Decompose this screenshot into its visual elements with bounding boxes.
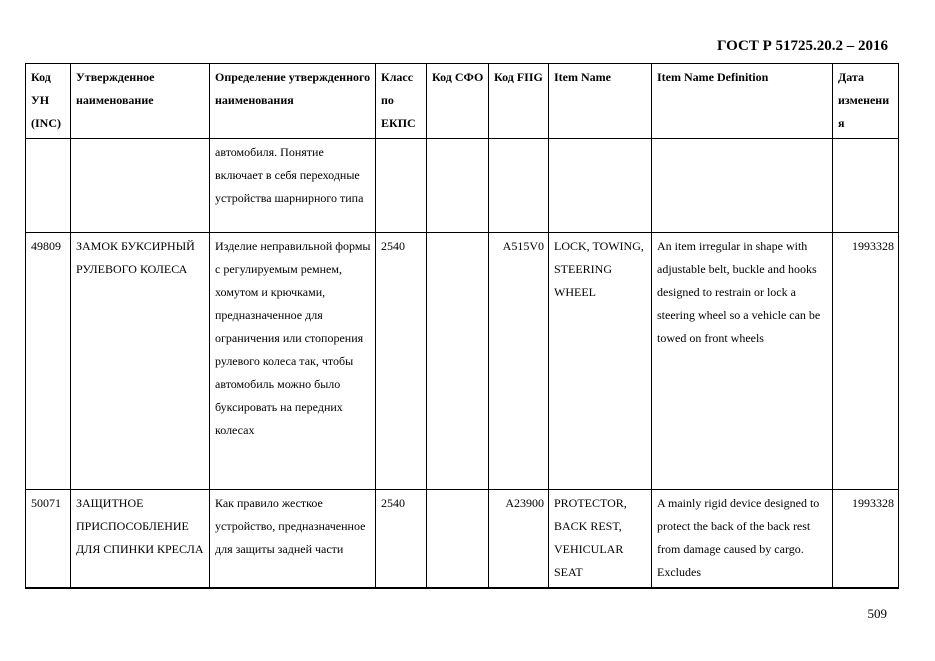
cell-definition: Как правило жесткое устройство, предназначенное для защиты задней части	[210, 490, 376, 589]
table-row	[26, 233, 899, 490]
table-header-row	[26, 64, 899, 139]
table-row	[26, 490, 899, 589]
header-name: Утвержденное наименование	[71, 64, 210, 139]
cell-definition: Изделие неправильной формы с регулируемым ремнем, хомутом и крючками, предназначенное для ограничения или стопорения рулевого колеса так, чтобы автомобиль можно было буксировать на передних колесах	[210, 233, 376, 490]
cell-name: ЗАЩИТНОЕ ПРИСПОСОБЛЕНИЕ ДЛЯ СПИНКИ КРЕСЛА	[71, 490, 210, 589]
document-title: ГОСТ Р 51725.20.2 – 2016	[716, 38, 888, 54]
cell-sfo	[427, 233, 489, 490]
cell-item-definition	[652, 139, 833, 233]
header-ekps: Класс по ЕКПС	[376, 64, 427, 139]
cell-item-name: LOCK, TOWING, STEERING WHEEL	[549, 233, 652, 490]
header-date: Дата изменения	[833, 64, 899, 139]
cell-ekps	[376, 139, 427, 233]
nomenclature-table	[25, 63, 899, 589]
cell-sfo	[427, 490, 489, 589]
cell-item-definition: A mainly rigid device designed to protect the back of the back rest from damage caused by cargo. Excludes	[652, 490, 833, 589]
cell-date: 1993328	[833, 233, 899, 490]
header-item-definition: Item Name Definition	[652, 64, 833, 139]
cell-fiig	[489, 139, 549, 233]
cell-inc	[26, 139, 71, 233]
cell-date	[833, 139, 899, 233]
header-definition: Определение утвержденного наименования	[210, 64, 376, 139]
header-inc: Код УН (INC)	[26, 64, 71, 139]
cell-fiig: A515V0	[489, 233, 549, 490]
cell-date: 1993328	[833, 490, 899, 589]
header-fiig: Код FIIG	[489, 64, 549, 139]
cell-item-name	[549, 139, 652, 233]
table-row	[26, 139, 899, 233]
cell-name	[71, 139, 210, 233]
cell-inc: 49809	[26, 233, 71, 490]
cell-definition: автомобиля. Понятие включает в себя переходные устройства шарнирного типа	[210, 139, 376, 233]
cell-item-name: PROTECTOR, BACK REST, VEHICULAR SEAT	[549, 490, 652, 589]
cell-item-definition: An item irregular in shape with adjustable belt, buckle and hooks designed to restrain or lock a steering wheel so a vehicle can be towed on front wheels	[652, 233, 833, 490]
cell-inc: 50071	[26, 490, 71, 589]
cell-ekps: 2540	[376, 490, 427, 589]
header-sfo: Код СФО	[427, 64, 489, 139]
cell-ekps: 2540	[376, 233, 427, 490]
page-number: 509	[867, 606, 887, 621]
header-item-name: Item Name	[549, 64, 652, 139]
cell-name: ЗАМОК БУКСИРНЫЙ РУЛЕВОГО КОЛЕСА	[71, 233, 210, 490]
cell-fiig: A23900	[489, 490, 549, 589]
cell-sfo	[427, 139, 489, 233]
